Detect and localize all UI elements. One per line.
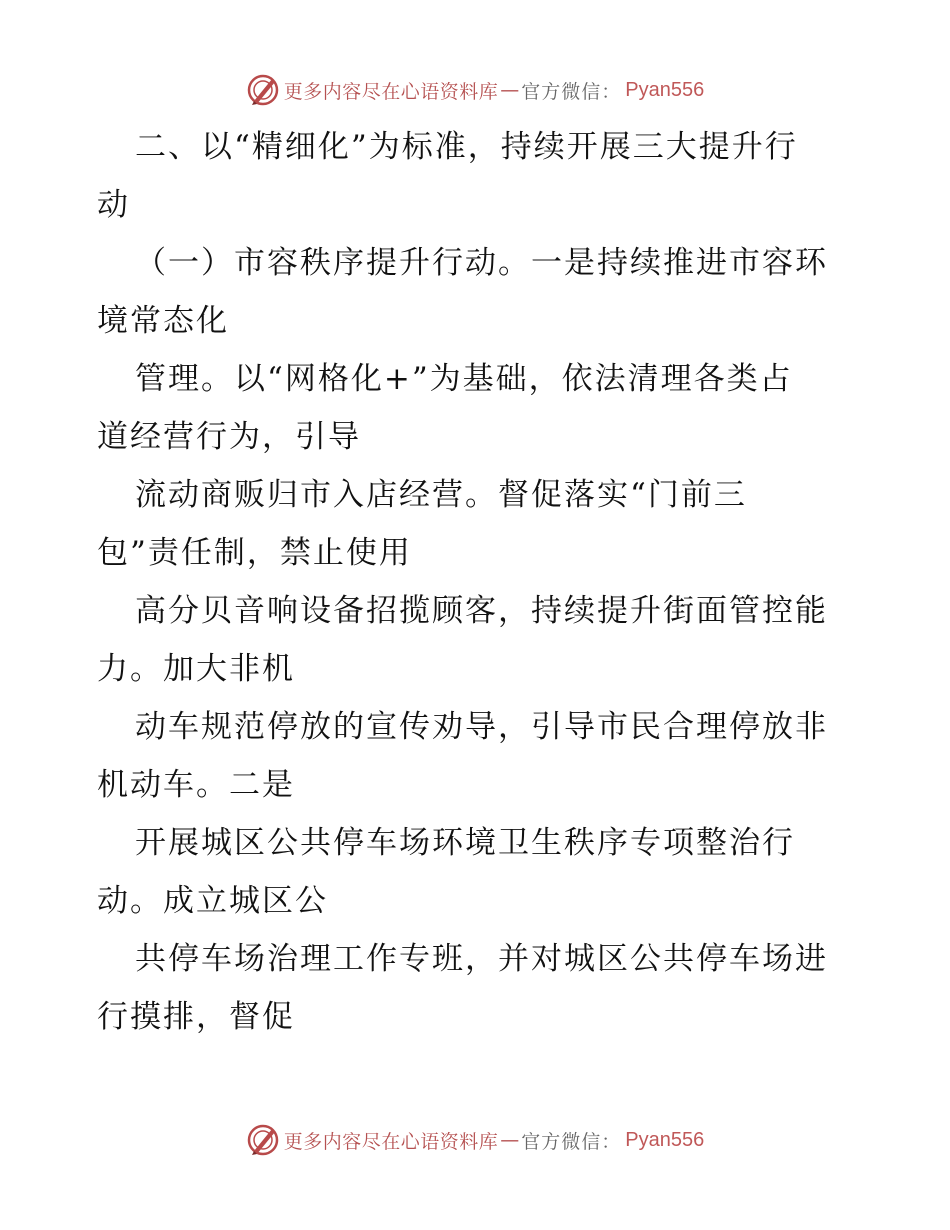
text-line: 共停车场治理工作专班，并对城区公共停车场进	[135, 941, 828, 977]
text-line: 开展城区公共停车场环境卫生秩序专项整治行	[135, 825, 795, 861]
text-line: 管理。以“网格化+”为基础，依法清理各类占	[135, 361, 793, 397]
text-line: 高分贝音响设备招揽顾客，持续提升街面管控能	[135, 593, 828, 629]
banner-wechat-label: 官方微信：	[521, 1130, 622, 1153]
banner-dash: —	[500, 1129, 520, 1151]
text-line: 道经营行为，引导	[97, 419, 361, 455]
text-line: 力。加大非机	[97, 651, 295, 687]
text-line: 动。成立城区公	[97, 883, 328, 919]
banner-wechat-label: 官方微信：	[521, 80, 622, 103]
text-line: 动车规范停放的宣传劝导，引导市民合理停放非	[135, 709, 828, 745]
pen-logo-icon	[246, 1123, 280, 1157]
banner-title: 更多内容尽在心语资料库	[283, 1130, 499, 1153]
pen-logo-icon	[246, 73, 280, 107]
text-line: 境常态化	[97, 303, 229, 339]
banner-wechat-id: Pyan556	[625, 78, 705, 101]
text-line: 包”责任制，禁止使用	[97, 535, 412, 571]
text-line: 动	[97, 187, 130, 223]
banner-title: 更多内容尽在心语资料库	[283, 80, 499, 103]
text-line: 机动车。二是	[97, 767, 295, 803]
document-body	[97, 118, 857, 1046]
text-line: 二、以“精细化”为标准，持续开展三大提升行	[135, 129, 798, 165]
footer-banner	[0, 1120, 950, 1160]
text-line: 流动商贩归市入店经营。督促落实“门前三	[135, 477, 747, 513]
text-line: （一）市容秩序提升行动。一是持续推进市容环	[135, 245, 828, 281]
banner-dash: —	[500, 79, 520, 101]
text-line: 行摸排，督促	[97, 999, 295, 1035]
banner-wechat-id: Pyan556	[625, 1128, 705, 1151]
header-banner	[0, 70, 950, 110]
